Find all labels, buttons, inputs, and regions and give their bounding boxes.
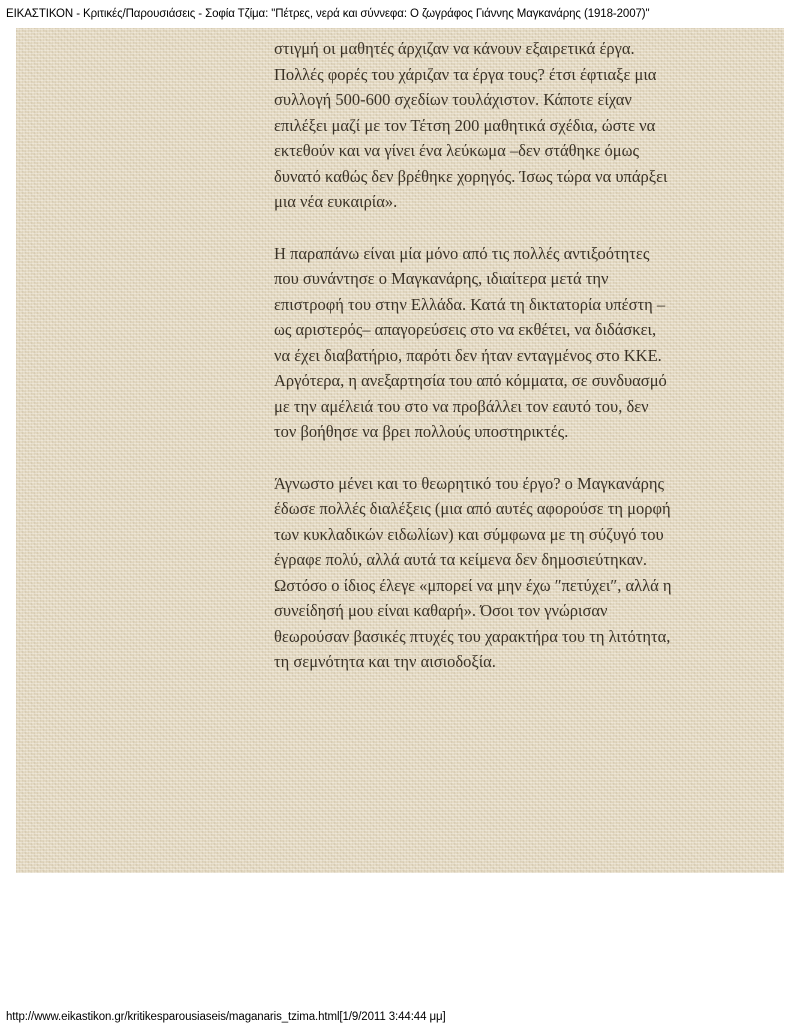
- page-title: ΕΙΚΑΣΤΙΚΟΝ - Κριτικές/Παρουσιάσεις - Σοφία Τζίμα: "Πέτρες, νερά και σύννεφα: Ο ζωγράφος Γιάννης Μαγκανάρης (1918-2007)": [6, 8, 650, 20]
- footer-url: http://www.eikastikon.gr/kritikesparousiaseis/maganaris_tzima.html[1/9/2011 3:44:44 μμ]: [6, 1011, 446, 1023]
- article-text-column: [274, 36, 674, 675]
- print-footer: [6, 1007, 794, 1025]
- article-paragraph: Η παραπάνω είναι μία μόνο από τις πολλές αντιξοότητες που συνάντησε ο Μαγκανάρης, ιδιαίτερα μετά την επιστροφή του στην Ελλάδα. Κατά τη δικτατορία υπέστη –ως αριστερός– απαγορεύσεις στο να εκθέτει, να διδάσκει, να έχει διαβατήριο, παρότι δεν ήταν ενταγμένος στο ΚΚΕ. Αργότερα, η ανεξαρτησία του από κόμματα, σε συνδυασμό με την αμέλειά του στο να προβάλλει τον εαυτό του, δεν τον βοήθησε να βρει πολλούς υποστηρικτές.: [274, 243, 667, 441]
- article-paragraph: στιγμή οι μαθητές άρχιζαν να κάνουν εξαιρετικά έργα. Πολλές φορές του χάριζαν τα έργα τους? έτσι έφτιαξε μια συλλογή 500-600 σχεδίων τουλάχιστον. Κάποτε είχαν επιλέξει μαζί με τον Τέτση 200 μαθητικά σχέδια, ώστε να εκτεθούν και να γίνει ένα λεύκωμα –δεν στάθηκε όμως δυνατό καθώς δεν βρέθηκε χορηγός. Ίσως τώρα να υπάρξει μια νέα ευκαιρία».: [274, 39, 668, 211]
- print-header: [0, 0, 800, 28]
- article-paragraph: Άγνωστο μένει και το θεωρητικό του έργο? ο Μαγκανάρης έδωσε πολλές διαλέξεις (μια από αυτές αφορούσε τη μορφή των κυκλαδικών ειδωλίων) και σύμφωνα με τη σύζυγό του έγραφε πολύ, αλλά αυτά τα κείμενα δεν δημοσιεύτηκαν. Ωστόσο ο ίδιος έλεγε «μπορεί να μην έχω ″πετύχει″, αλλά η συνείδησή μου είναι καθαρή». Όσοι τον γνώρισαν θεωρούσαν βασικές πτυχές του χαρακτήρα του τη λιτότητα, τη σεμνότητα και την αισιοδοξία.: [274, 473, 672, 671]
- document-page: [16, 28, 784, 873]
